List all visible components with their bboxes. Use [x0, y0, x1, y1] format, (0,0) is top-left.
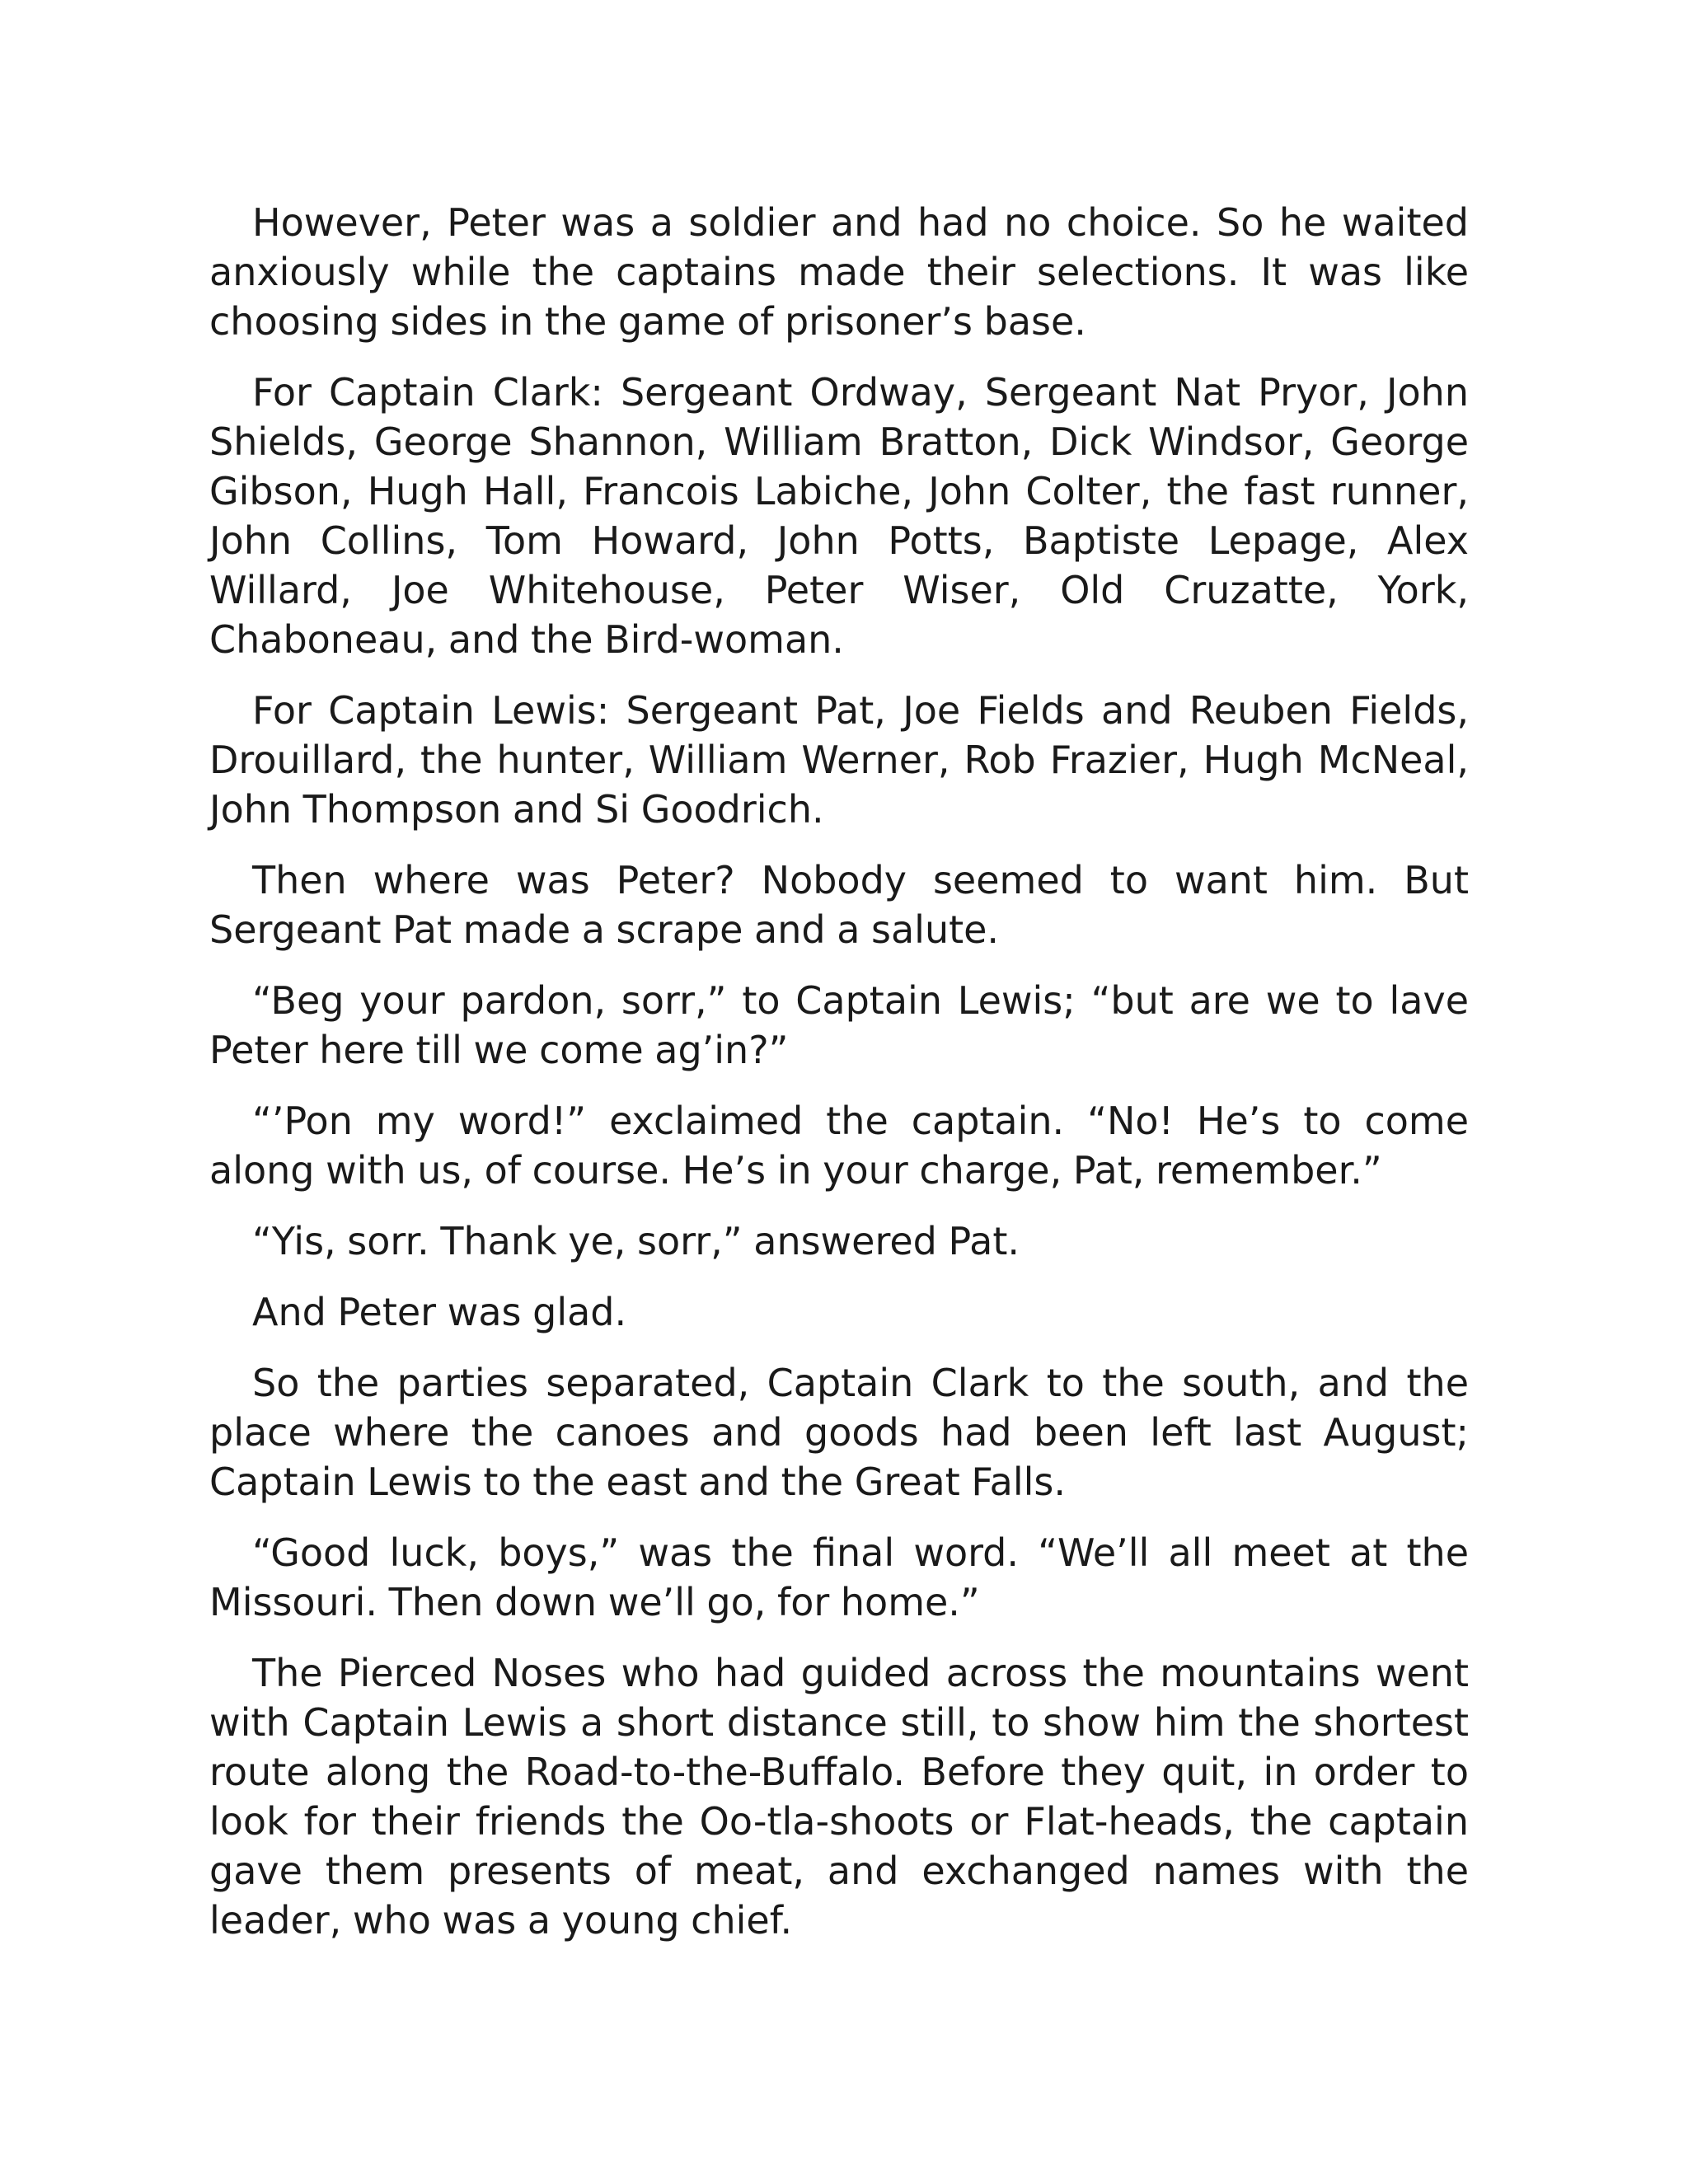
paragraph: “Yis, sorr. Thank ye, sorr,” answered Pat.	[252, 1219, 1020, 1263]
paragraph: Then where was Peter? Nobody seemed to want him. But Sergeant Pat made a scrape and a salute.	[209, 858, 1469, 952]
paragraph: The Pierced Noses who had guided across the mountains went with Captain Lewis a short distance still, to show him the shortest route along the Road-to-the-Buffalo. Before they quit, in order to look for their friends the Oo-tla-shoots or Flat-heads, the captain gave them presents of meat, and exchanged names with the leader, who was a young chief.	[209, 1651, 1469, 1943]
paragraph: And Peter was glad.	[252, 1290, 627, 1334]
paragraph: For Captain Lewis: Sergeant Pat, Joe Fields and Reuben Fields, Drouillard, the hunter, William Werner, Rob Frazier, Hugh McNeal, John Thompson and Si Goodrich.	[209, 688, 1469, 832]
paragraph: For Captain Clark: Sergeant Ordway, Sergeant Nat Pryor, John Shields, George Shannon, William Bratton, Dick Windsor, George Gibson, Hugh Hall, Francois Labiche, John Colter, the fast runner, John Collins, Tom Howard, John Potts, Baptiste Lepage, Alex Willard, Joe Whitehouse, Peter Wiser, Old Cruzatte, York, Chaboneau, and the Bird-woman.	[209, 370, 1469, 662]
paragraph: However, Peter was a soldier and had no choice. So he waited anxiously while the captains made their selections. It was like choosing sides in the game of prisoner’s base.	[209, 200, 1469, 344]
paragraph: “Good luck, boys,” was the final word. “We’ll all meet at the Missouri. Then down we’ll go, for home.”	[209, 1530, 1469, 1624]
body-text	[209, 198, 1469, 1966]
paragraph: “Beg your pardon, sorr,” to Captain Lewis; “but are we to lave Peter here till we come ag’in?”	[209, 978, 1469, 1072]
paragraph: So the parties separated, Captain Clark to the south, and the place where the canoes and goods had been left last August; Captain Lewis to the east and the Great Falls.	[209, 1361, 1469, 1504]
paragraph: “’Pon my word!” exclaimed the captain. “No! He’s to come along with us, of course. He’s in your charge, Pat, remember.”	[209, 1099, 1469, 1193]
